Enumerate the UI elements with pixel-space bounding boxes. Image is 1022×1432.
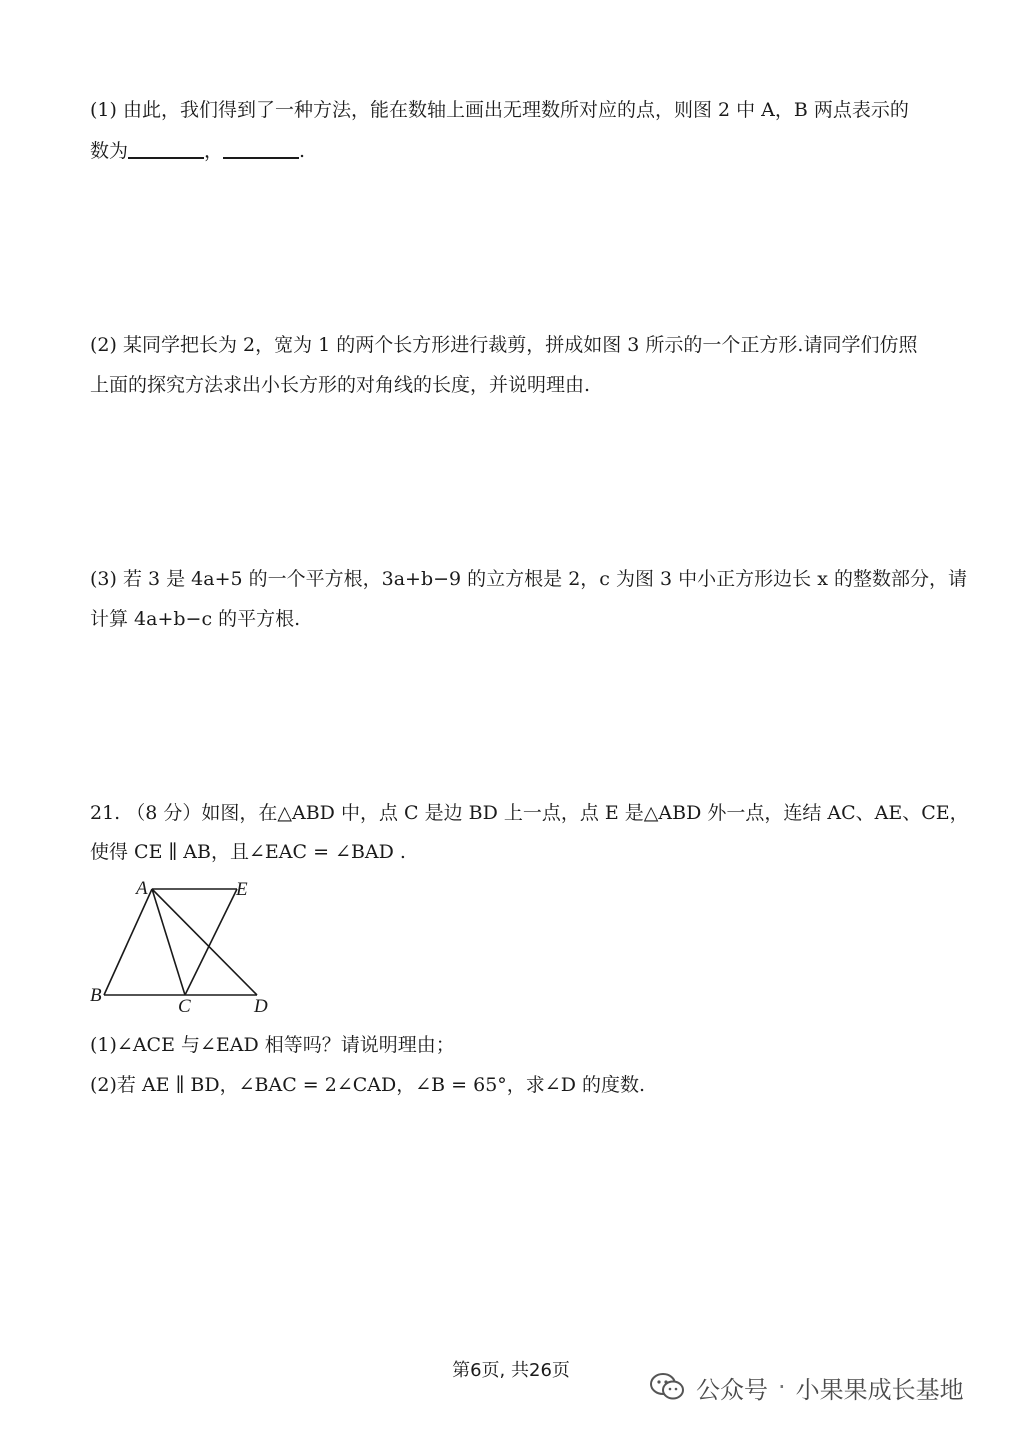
watermark [650,1369,964,1405]
q21-stem-line2: 使得 CE ∥ AB，且∠EAC = ∠BAD . [90,841,406,863]
watermark-separator: · [778,1373,786,1401]
q21-stem-line1: 21. （8 分）如图，在△ABD 中，点 C 是边 BD 上一点，点 E 是△ABD 外一点，连结 AC、AE、CE， [90,802,969,824]
watermark-name: 小果果成长基地 [795,1375,964,1404]
q21-sub1: (1)∠ACE 与∠EAD 相等吗？请说明理由； [90,1034,455,1056]
q20-part3-line2: 计算 4a+b−c 的平方根. [90,608,301,630]
label-a: A [136,878,148,899]
q20-part2-line2: 上面的探究方法求出小长方形的对角线的长度，并说明理由. [90,374,591,396]
label-d: D [254,996,268,1017]
answer-blank-1[interactable] [128,139,204,159]
segment-ab [104,889,152,995]
watermark-account: 公众号 [696,1375,768,1404]
q20-part2-line1: (2) 某同学把长为 2，宽为 1 的两个长方形进行裁剪，拼成如图 3 所示的一个正方形.请同学们仿照 [90,334,918,356]
q20-part1-end: . [299,140,306,162]
answer-blank-2[interactable] [223,139,299,159]
page-number: 第6页, 共26页 [452,1360,570,1381]
segment-ce [185,889,237,995]
q20-part3-line1: (3) 若 3 是 4a+5 的一个平方根，3a+b−9 的立方根是 2，c 为图 3 中小正方形边长 x 的整数部分，请 [90,568,967,590]
label-c: C [178,996,191,1017]
q20-part1-comma: ， [204,140,224,162]
triangle-figure [86,874,286,1020]
label-b: B [90,985,102,1006]
q20-part1-line1: (1) 由此，我们得到了一种方法，能在数轴上画出无理数所对应的点，则图 2 中 A，B 两点表示的 [90,99,909,121]
label-e: E [236,879,248,900]
q21-sub2: (2)若 AE ∥ BD，∠BAC = 2∠CAD，∠B = 65°，求∠D 的度数. [90,1074,646,1096]
wechat-icon [650,1372,686,1402]
q20-part1-prefix: 数为 [90,140,129,162]
q20-part1-line2 [90,139,305,163]
